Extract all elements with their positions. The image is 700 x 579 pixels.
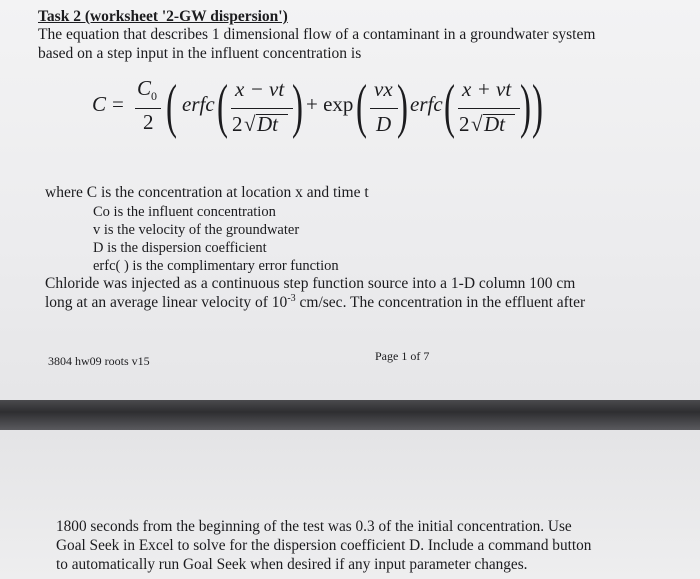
dispersion-equation — [92, 74, 552, 144]
footer-page-number: Page 1 of 7 — [375, 349, 430, 363]
eq-paren-left-1: ( — [217, 73, 228, 139]
paragraph-line-2 — [45, 293, 585, 312]
eq-c0: $C_0$ — [137, 76, 158, 104]
eq-paren-left-3: ( — [444, 73, 455, 139]
eq-frac-line-3 — [458, 108, 520, 109]
paragraph-line-2-start: long at an average linear velocity of 10 — [45, 294, 288, 312]
definition-d: D is the dispersion coefficient — [93, 240, 267, 256]
eq-paren-right-2: ) — [397, 73, 408, 139]
eq-den-two-2: 2 — [459, 112, 470, 136]
velocity-exponent: -3 — [287, 293, 296, 304]
eq-erfc-1: erfc — [182, 92, 215, 116]
eq-vx: vx — [374, 77, 393, 101]
eq-outer-paren-right: ) — [532, 73, 543, 139]
eq-sqrt-2: √ — [471, 112, 483, 136]
continuation-line-1: 1800 seconds from the beginning of the test was 0.3 of the initial concentration. Use — [56, 518, 572, 535]
eq-sqrt-1: √ — [244, 112, 256, 136]
eq-plus-exp: + exp — [306, 92, 354, 116]
continuation-line-3: to automatically run Goal Seek when desired if any input parameter changes. — [56, 556, 528, 573]
eq-frac-line-2 — [370, 108, 398, 109]
continuation-line-2: Goal Seek in Excel to solve for the dispersion coefficient D. Include a command button — [56, 537, 592, 554]
eq-den-dt-1: Dt — [257, 112, 278, 136]
task-title: Task 2 (worksheet '2-GW dispersion') — [38, 8, 288, 25]
page-break-bar — [0, 400, 700, 430]
eq-frac-line-c0 — [135, 108, 161, 109]
eq-numerator-1: x − vt — [235, 77, 285, 101]
eq-lhs-c: C — [92, 92, 107, 116]
eq-paren-right-3: ) — [520, 73, 531, 139]
eq-c0-subscript: 0 — [151, 89, 158, 104]
eq-equals: = — [112, 92, 124, 116]
eq-den-dt-2: Dt — [484, 112, 505, 136]
eq-paren-left-2: ( — [356, 73, 367, 139]
eq-paren-right-1: ) — [292, 73, 303, 139]
eq-numerator-2: x + vt — [462, 77, 512, 101]
intro-line-2: based on a step input in the influent concentration is — [38, 45, 362, 62]
eq-frac-line-1 — [231, 108, 293, 109]
eq-d: D — [376, 112, 392, 136]
eq-erfc-2: erfc — [410, 92, 443, 116]
where-line: where C is the concentration at location x and time t — [45, 184, 369, 201]
paragraph-line-1: Chloride was injected as a continuous step function source into a 1-D column 100 cm — [45, 275, 576, 292]
eq-two: 2 — [143, 110, 154, 134]
definition-c0: Co is the influent concentration — [93, 204, 276, 220]
eq-outer-paren-left: ( — [166, 73, 177, 139]
eq-den-two-1: 2 — [232, 112, 243, 136]
paragraph-line-2-end: cm/sec. The concentration in the effluent after — [295, 294, 586, 312]
intro-line-1: The equation that describes 1 dimensional flow of a contaminant in a groundwater system — [38, 26, 596, 43]
definition-v: v is the velocity of the groundwater — [93, 222, 300, 238]
definition-erfc: erfc( ) is the complimentary error function — [93, 258, 339, 274]
footer-doc-id: 3804 hw09 roots v15 — [48, 354, 150, 368]
